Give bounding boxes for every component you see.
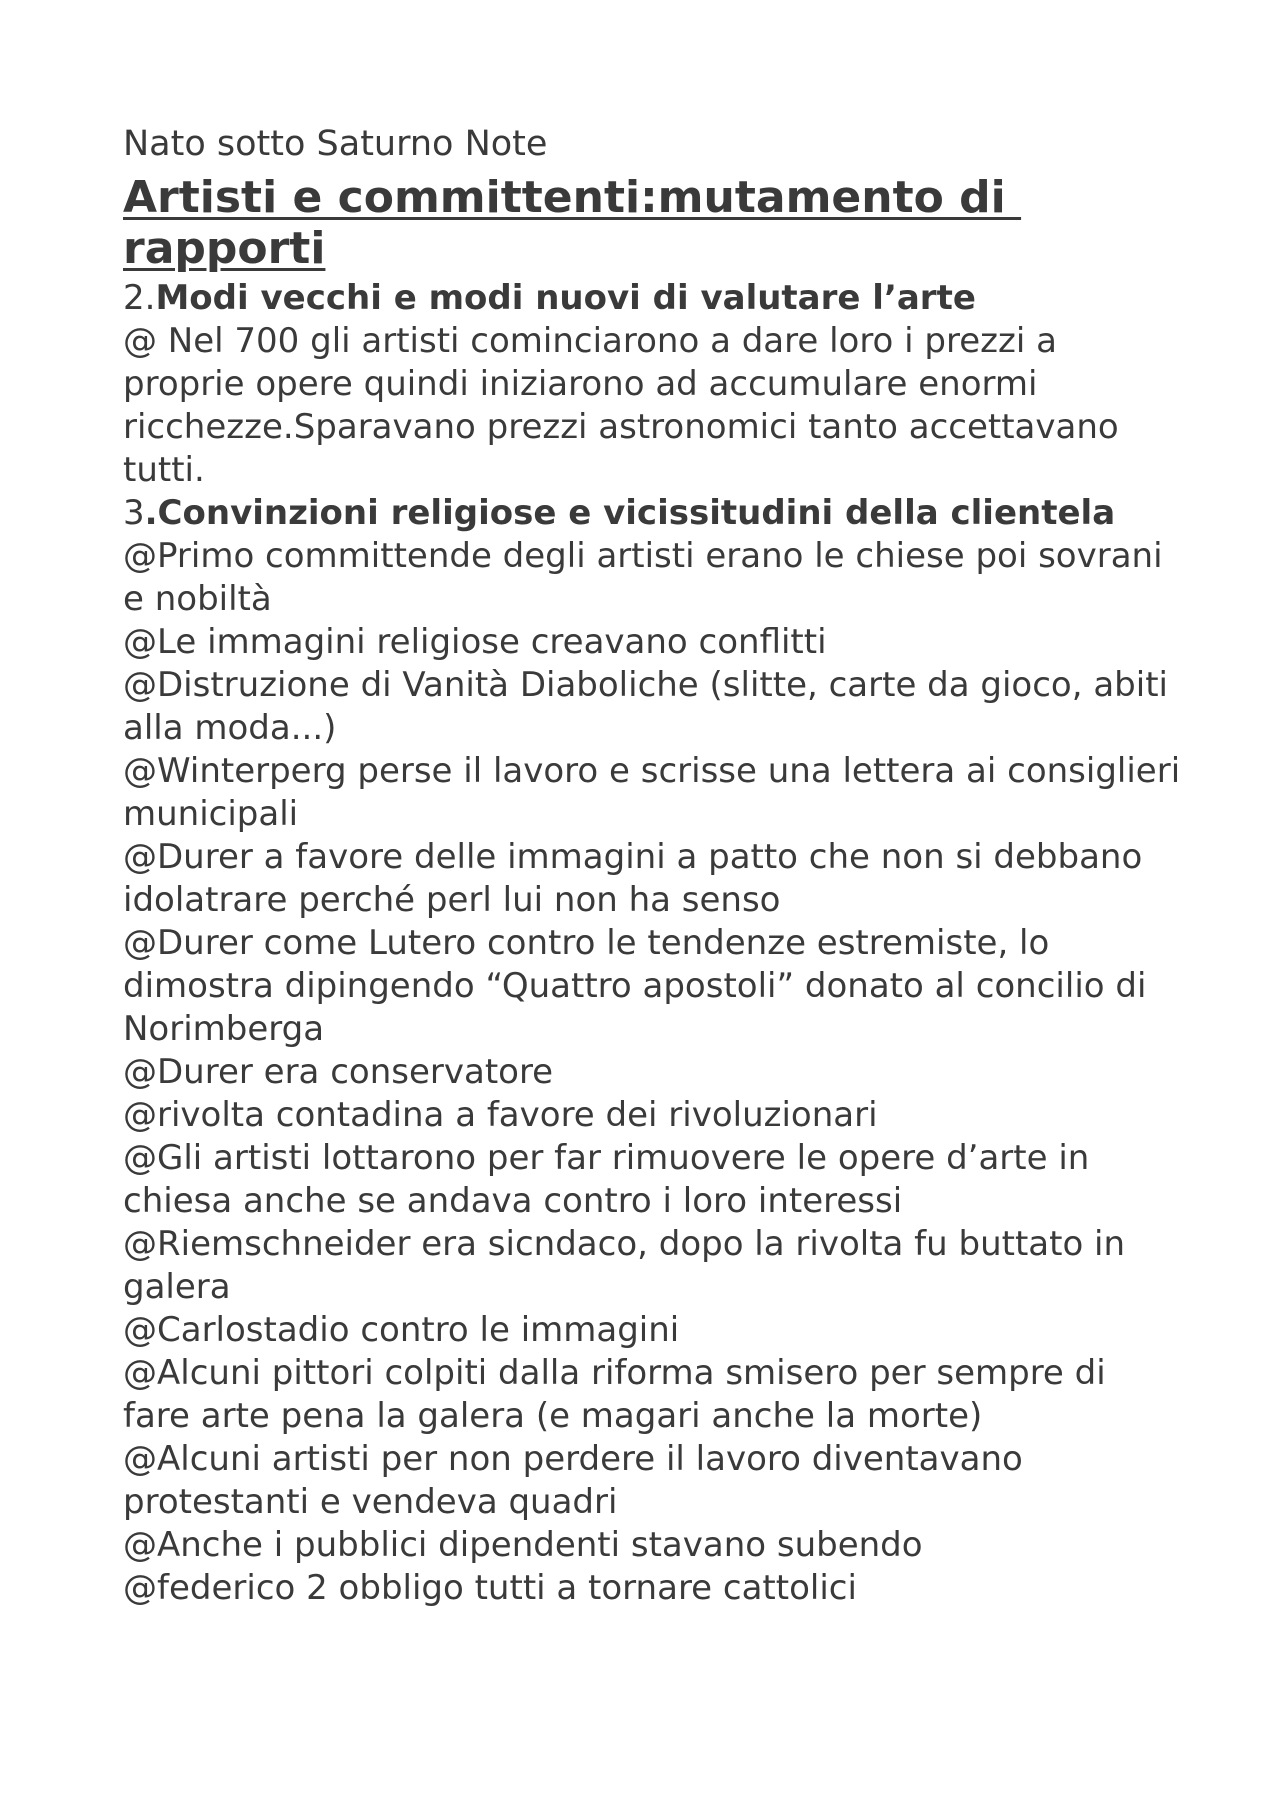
section-number: 2. — [123, 278, 156, 318]
note-item: @Anche i pubblici dipendenti stavano subendo — [123, 1525, 923, 1565]
main-heading: Artisti e committenti:mutamento di rapporti — [123, 172, 1006, 274]
note-item: @Le immagini religiose creavano conflitti — [123, 622, 827, 662]
section-2 — [123, 277, 1183, 492]
note-item: @Durer a favore delle immagini a patto che non si debbano idolatrare perché perl lui non ha senso — [123, 837, 1143, 920]
section-number: 3 — [123, 493, 145, 533]
section-title: .Convinzioni religiose e vicissitudini della clientela — [144, 493, 1116, 533]
document-page — [123, 118, 1183, 1610]
note-item: @Durer era conservatore — [123, 1052, 554, 1092]
section-3 — [123, 492, 1183, 1610]
note-item: @Distruzione di Vanità Diaboliche (slitte, carte da gioco, abiti alla moda...) — [123, 665, 1168, 748]
note-item: @Primo committende degli artisti erano le chiese poi sovrani e nobiltà — [123, 536, 1163, 619]
document-title: Nato sotto Saturno Note — [123, 124, 548, 164]
note-item: @Alcuni pittori colpiti dalla riforma smisero per sempre di fare arte pena la galera (e magari anche la morte) — [123, 1353, 1106, 1436]
note-item: @Durer come Lutero contro le tendenze estremiste, lo dimostra dipingendo “Quattro apostoli” donato al concilio di Norimberga — [123, 923, 1147, 1049]
section-heading — [123, 492, 1183, 535]
note-item: @Winterperg perse il lavoro e scrisse una lettera ai consiglieri municipali — [123, 751, 1181, 834]
note-item: @Riemschneider era sicndaco, dopo la rivolta fu buttato in galera — [123, 1224, 1126, 1307]
note-item: @rivolta contadina a favore dei rivoluzionari — [123, 1095, 878, 1135]
note-item: @ Nel 700 gli artisti cominciarono a dare loro i prezzi a proprie opere quindi iniziarono ad accumulare enormi ricchezze.Sparavano prezzi astronomici tanto accettavano tutti. — [123, 321, 1119, 490]
note-item: @Carlostadio contro le immagini — [123, 1310, 680, 1350]
section-title: Modi vecchi e modi nuovi di valutare l’arte — [155, 278, 976, 318]
section-heading — [123, 277, 1183, 320]
note-item: @Gli artisti lottarono per far rimuovere le opere d’arte in chiesa anche se andava contro i loro interessi — [123, 1138, 1090, 1221]
note-item: @Alcuni artisti per non perdere il lavoro diventavano protestanti e vendeva quadri — [123, 1439, 1023, 1522]
note-item: @federico 2 obbligo tutti a tornare cattolici — [123, 1568, 857, 1608]
